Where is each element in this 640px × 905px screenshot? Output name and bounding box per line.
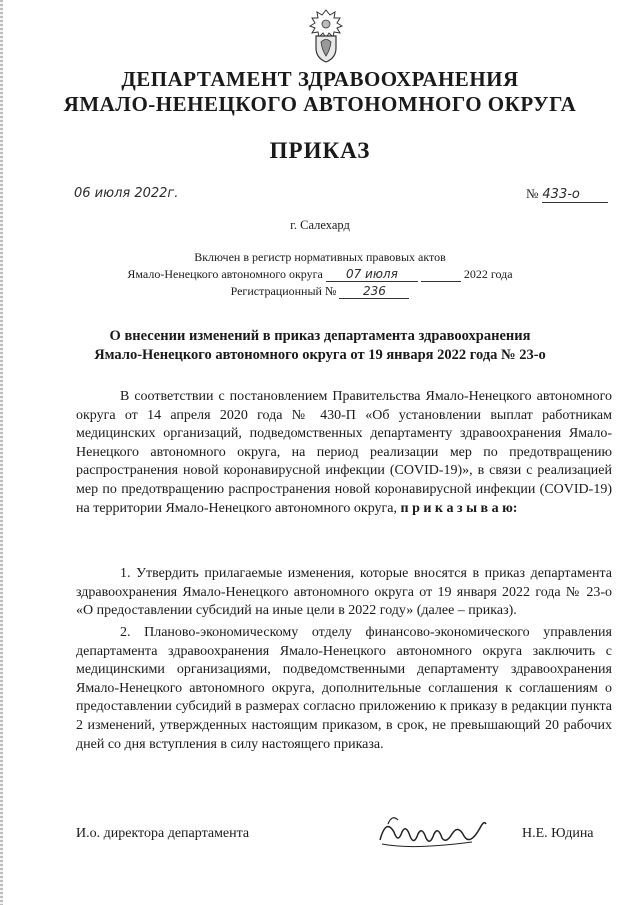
scan-edge xyxy=(0,0,3,905)
registry-line1: Включен в регистр нормативных правовых актов xyxy=(194,250,446,264)
subject-line2: Ямало-Ненецкого автономного округа от 19 января 2022 года № 23-о xyxy=(94,347,546,363)
order-date: 06 июля 2022г. xyxy=(74,186,179,201)
registry-number-label: Регистрационный № xyxy=(230,284,337,298)
subject-line1: О внесении изменений в приказ департамента здравоохранения xyxy=(109,328,531,344)
item-1-paragraph: 1. Утвердить прилагаемые изменения, которые вносятся в приказ департамента здравоохранения Ямало-Ненецкого автономного округа от 19 января 2022 года № 23-о «О предоставлении субсидий на иные цели в 2022 году» (далее – приказ). xyxy=(76,566,612,619)
registry-number-value: 236 xyxy=(339,284,409,299)
registry-line3 xyxy=(0,284,640,299)
registry-line2-prefix: Ямало-Ненецкого автономного округа xyxy=(127,267,323,281)
signatory-title: И.о. директора департамента xyxy=(76,826,250,841)
registry-line2 xyxy=(0,267,640,282)
signatory-name: Н.Е. Юдина xyxy=(522,826,594,841)
document-title: ПРИКАЗ xyxy=(269,138,371,163)
preamble-text: В соответствии с постановлением Правительства Ямало-Ненецкого автономного округа от 14 апреля 2020 года № 430-П «Об установлении выплат работникам медицинских организаций, подведомственных департаменту здравоохранения Ямало-Ненецкого автономного округа, на период реализации мер по предотвращению распространения новой коронавирусной инфекции (COVID-19)», в связи с реализацией мер по предотвращению распространения новой коронавирусной инфекции (COVID-19) на территории Ямало-Ненецкого автономного округа, xyxy=(76,389,612,516)
order-number xyxy=(526,186,608,203)
coat-of-arms-icon xyxy=(304,6,348,64)
number-label: № xyxy=(526,186,539,201)
item-2-paragraph: 2. Планово-экономическому отделу финансово-экономического управления департамента здравоохранения Ямало-Ненецкого автономного округа заключить с медицинскими организациями, подведомственными департаменту здравоохранения Ямало-Ненецкого автономного округа, дополнительные соглашения к соглашениям о предоставлении субсидий в размерах согласно приложению к приказу в редакции пункта 2 изменений, утвержденных настоящим приказом, в срок, не превышающий 20 рабочих дней со дня вступления в силу настоящего приказа. xyxy=(76,625,612,752)
registry-line2-suffix: 2022 года xyxy=(463,267,513,281)
registry-blank xyxy=(421,281,461,282)
registry-date: 07 июля xyxy=(326,267,418,282)
city: г. Салехард xyxy=(290,218,350,232)
department-name-line1: ДЕПАРТАМЕНТ ЗДРАВООХРАНЕНИЯ xyxy=(121,67,519,91)
order-word: п р и к а з ы в а ю: xyxy=(400,500,518,516)
preamble-paragraph xyxy=(76,388,612,518)
department-name-line2: ЯМАЛО-НЕНЕЦКОГО АВТОНОМНОГО ОКРУГА xyxy=(63,92,577,116)
number-value: 433-о xyxy=(542,187,608,203)
handwritten-signature xyxy=(372,810,492,860)
